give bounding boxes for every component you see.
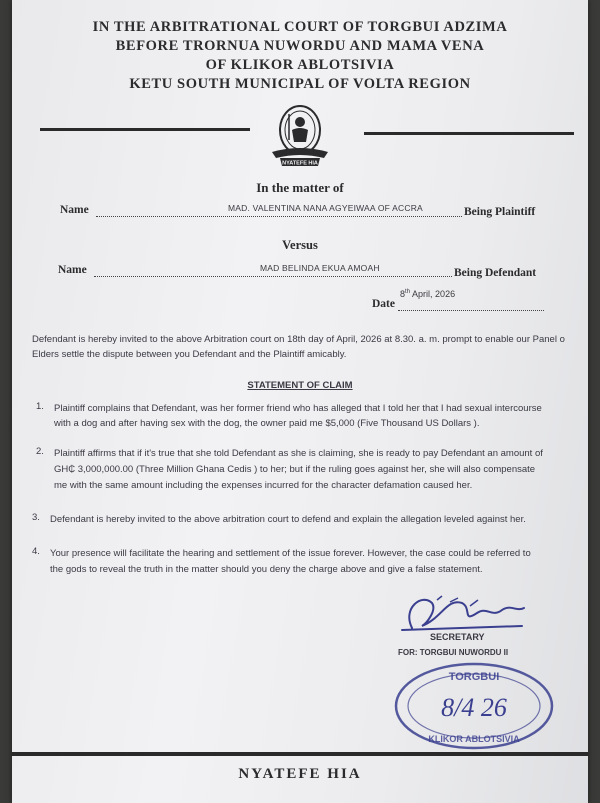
emblem-caption: NYATEFE HIA: [282, 160, 318, 167]
claim-3-number: 3.: [32, 512, 40, 523]
date-label: Date: [372, 298, 395, 310]
date-value: [400, 289, 455, 299]
invitation-line-1: Defendant is hereby invited to the above Arbitration court on 18th day of April, 2026 at 8.30. a. m. prompt to enable our Panel o: [32, 334, 565, 345]
date-day-suffix: th: [405, 289, 411, 295]
court-seal-icon: [252, 100, 348, 172]
date-dotted-line: [398, 310, 544, 311]
defendant-label: Name: [58, 264, 87, 276]
footer-motto: NYATEFE HIA: [238, 766, 362, 782]
invitation-line-2: Elders settle the dispute between you Defendant and the Plaintiff amicably.: [32, 349, 347, 360]
stamp-top-text: TORGBUI: [448, 671, 500, 683]
claim-1-line-1: Plaintiff complains that Defendant, was her former friend who has alleged that I told her that I had sexual intercourse: [54, 403, 542, 414]
stamp-date: 8/4 26: [441, 693, 507, 722]
defendant-dotted-line: [94, 276, 452, 277]
header-line-3: OF KLIKOR ABLOTSIVIA: [205, 57, 395, 73]
claim-1-line-2: with a dog and after having sex with the dog, the owner paid me $5,000 (Five Thousand US Dollars ).: [54, 418, 480, 429]
document-sheet: [12, 0, 588, 803]
date-rest: April, 2026: [412, 289, 456, 299]
header-line-4: KETU SOUTH MUNICIPAL OF VOLTA REGION: [129, 76, 471, 92]
claim-2-line-2: GH₵ 3,000,000.00 (Three Million Ghana Cedis ) to her; but if the ruling goes against her, she will also compensate: [54, 464, 536, 475]
defendant-role: Being Defendant: [454, 267, 537, 279]
claim-2-number: 2.: [36, 446, 44, 457]
claim-4-number: 4.: [32, 546, 40, 557]
plaintiff-dotted-line: [96, 216, 462, 217]
header-line-2: BEFORE TRORNUA NUWORDU AND MAMA VENA: [115, 38, 485, 54]
signatory-for: FOR: TORGBUI NUWORDU II: [398, 648, 509, 657]
claim-1-number: 1.: [36, 401, 44, 412]
secretary-title: SECRETARY: [430, 632, 485, 642]
statement-of-claim-text: STATEMENT OF CLAIM: [247, 380, 353, 391]
claim-3-line-1: Defendant is hereby invited to the above arbitration court to defend and explain the allegation leveled against her.: [50, 514, 526, 525]
versus-heading: Versus: [282, 238, 318, 252]
claim-2-line-3: me with the same amount including the expenses incurred for the character defamation caused her.: [54, 480, 473, 491]
header-rule-left: [40, 128, 250, 131]
plaintiff-name: MAD. VALENTINA NANA AGYEIWAA OF ACCRA: [228, 203, 423, 213]
stamp-bottom-text: KLIKOR ABLOTSIVIA: [428, 734, 520, 744]
header-line-1: IN THE ARBITRATIONAL COURT OF TORGBUI ADZIMA: [92, 19, 508, 35]
statement-of-claim-heading: [12, 380, 588, 391]
matter-heading: In the matter of: [256, 180, 344, 195]
header-rule-right: [364, 132, 574, 135]
signature-scribble: [392, 588, 532, 638]
footer-rule: [12, 752, 588, 756]
claim-4-line-2: the gods to reveal the truth in the matter should you deny the charge above and give a false statement.: [50, 564, 483, 575]
claim-2-line-1: Plaintiff affirms that if it's true that she told Defendant as she is claiming, she is ready to pay Defendant an amount of: [54, 448, 543, 459]
date-day: 8: [400, 289, 406, 299]
official-stamp: [390, 660, 558, 752]
defendant-name: MAD BELINDA EKUA AMOAH: [260, 263, 380, 273]
plaintiff-role: Being Plaintiff: [464, 206, 536, 218]
court-header: [12, 18, 588, 94]
claim-4-line-1: Your presence will facilitate the hearing and settlement of the issue forever. However, the case could be referred to: [50, 548, 531, 559]
plaintiff-label: Name: [60, 204, 89, 216]
